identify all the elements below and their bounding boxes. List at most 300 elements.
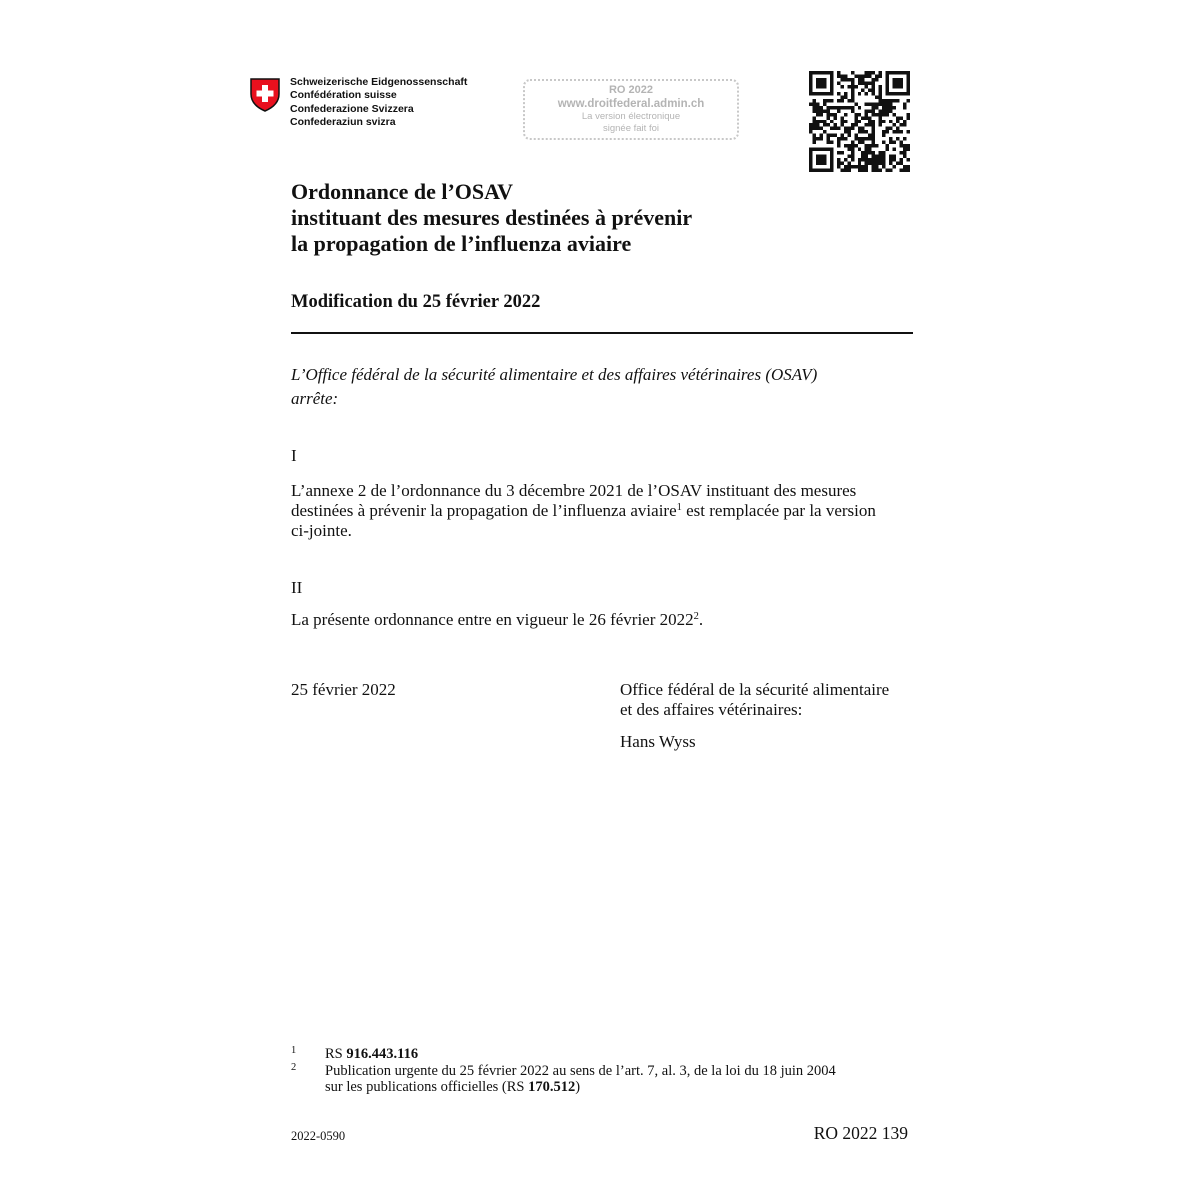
qr-module [868, 148, 871, 151]
qr-module [812, 92, 815, 95]
confederation-name-rm: Confederaziun svizra [290, 116, 396, 129]
qr-module [882, 106, 885, 109]
qr-module [893, 113, 896, 116]
qr-module [907, 130, 910, 133]
qr-module [893, 148, 896, 151]
qr-module [819, 109, 822, 112]
qr-module [819, 71, 822, 74]
qr-module [889, 162, 892, 165]
qr-module [812, 116, 815, 119]
qr-module [889, 92, 892, 95]
qr-module [809, 102, 812, 105]
qr-module [840, 74, 843, 77]
confederation-logo [250, 76, 480, 136]
qr-module [865, 169, 868, 172]
qr-module [826, 123, 829, 126]
qr-module [844, 158, 847, 161]
qr-module [833, 134, 836, 137]
qr-module [837, 162, 840, 165]
qr-module [844, 78, 847, 81]
qr-module [896, 120, 899, 123]
section-i-line-2 [291, 501, 911, 521]
qr-module [893, 165, 896, 168]
qr-module [903, 102, 906, 105]
qr-module [872, 169, 875, 172]
qr-module [812, 109, 815, 112]
qr-module [861, 151, 864, 154]
qr-module [907, 148, 910, 151]
qr-module [872, 141, 875, 144]
qr-module [851, 99, 854, 102]
footnote-2-line-1: Publication urgente du 25 février 2022 au sens de l’art. 7, al. 3, de la loi du 18 juin 2004 [325, 1062, 836, 1079]
qr-module [840, 99, 843, 102]
qr-module [812, 106, 815, 109]
qr-code-icon [809, 71, 910, 172]
qr-module [865, 130, 868, 133]
qr-module [872, 81, 875, 84]
qr-module [889, 141, 892, 144]
qr-module [875, 162, 878, 165]
section-ii-label: II [291, 578, 303, 597]
qr-module [809, 85, 812, 88]
qr-module [868, 158, 871, 161]
qr-module [872, 127, 875, 130]
qr-module [861, 74, 864, 77]
qr-module [868, 74, 871, 77]
qr-module [865, 162, 868, 165]
qr-module [896, 85, 899, 88]
qr-module [847, 165, 850, 168]
qr-module [830, 113, 833, 116]
footnote-ref-1[interactable]: 1 [676, 502, 682, 513]
qr-module [865, 71, 868, 74]
qr-module [809, 162, 812, 165]
qr-module [861, 137, 864, 140]
qr-module [858, 162, 861, 165]
qr-module [826, 169, 829, 172]
qr-module [858, 113, 861, 116]
qr-module [889, 137, 892, 140]
qr-module [833, 116, 836, 119]
qr-module [896, 162, 899, 165]
qr-module [903, 106, 906, 109]
qr-module [900, 130, 903, 133]
qr-module [879, 99, 882, 102]
qr-module [812, 71, 815, 74]
footnote-ref-2[interactable]: 2 [693, 611, 699, 622]
qr-module [840, 134, 843, 137]
qr-module [847, 85, 850, 88]
qr-module [851, 148, 854, 151]
qr-module [830, 127, 833, 130]
qr-module [826, 109, 829, 112]
qr-module [837, 151, 840, 154]
qr-module [816, 127, 819, 130]
qr-module [896, 71, 899, 74]
swiss-shield-icon [250, 78, 280, 112]
qr-module [847, 148, 850, 151]
qr-module [826, 134, 829, 137]
qr-module [851, 85, 854, 88]
qr-module [830, 148, 833, 151]
qr-module [816, 148, 819, 151]
footnote-2-line-2-suffix: ) [575, 1079, 581, 1095]
qr-module [840, 169, 843, 172]
qr-module [851, 78, 854, 81]
qr-module [823, 155, 826, 158]
qr-module [819, 81, 822, 84]
preamble-line-1: L’Office fédéral de la sécurité alimentaire et des affaires vétérinaires (OSAV) [291, 365, 818, 384]
qr-module [903, 151, 906, 154]
qr-module [896, 78, 899, 81]
confederation-name-de: Schweizerische Eidgenossenschaft [290, 76, 468, 88]
title-line-2: instituant des mesures destinées à prévenir [291, 205, 693, 230]
qr-module [812, 99, 815, 102]
qr-module [812, 102, 815, 105]
qr-module [865, 92, 868, 95]
qr-module [861, 155, 864, 158]
qr-module [868, 144, 871, 147]
qr-module [865, 113, 868, 116]
qr-module [903, 165, 906, 168]
qr-module [882, 134, 885, 137]
qr-module [830, 134, 833, 137]
qr-module [809, 71, 812, 74]
qr-module [868, 88, 871, 91]
title-line-1: Ordonnance de l’OSAV [291, 179, 514, 204]
preamble-line-2: arrête: [291, 389, 339, 408]
qr-module [907, 165, 910, 168]
qr-module [823, 130, 826, 133]
qr-module [858, 106, 861, 109]
qr-module [886, 106, 889, 109]
qr-module [865, 151, 868, 154]
qr-module [812, 141, 815, 144]
qr-module [900, 92, 903, 95]
qr-module [819, 155, 822, 158]
qr-module [858, 130, 861, 133]
qr-module [840, 106, 843, 109]
qr-module [861, 88, 864, 91]
qr-module [830, 141, 833, 144]
qr-module [816, 158, 819, 161]
qr-module [830, 92, 833, 95]
qr-module [858, 92, 861, 95]
qr-module [896, 127, 899, 130]
qr-module [868, 123, 871, 126]
qr-module [823, 92, 826, 95]
qr-module [854, 137, 857, 140]
qr-module [812, 137, 815, 140]
qr-module [865, 137, 868, 140]
qr-module [879, 109, 882, 112]
signing-office-line-1: Office fédéral de la sécurité alimentaire [620, 680, 890, 699]
footnote-1-prefix: RS [325, 1046, 347, 1062]
qr-module [903, 123, 906, 126]
qr-module [865, 85, 868, 88]
qr-module [865, 144, 868, 147]
section-i-text [291, 481, 911, 541]
qr-module [900, 162, 903, 165]
qr-module [907, 92, 910, 95]
qr-module [840, 85, 843, 88]
qr-module [879, 120, 882, 123]
qr-module [830, 169, 833, 172]
qr-module [858, 137, 861, 140]
qr-module [858, 81, 861, 84]
qr-module [844, 113, 847, 116]
qr-module [809, 127, 812, 130]
section-i-line-3: ci-jointe. [291, 521, 352, 540]
qr-module [882, 162, 885, 165]
qr-module [844, 144, 847, 147]
qr-module [847, 78, 850, 81]
qr-module [837, 127, 840, 130]
qr-module [819, 127, 822, 130]
qr-module [819, 85, 822, 88]
qr-module [858, 141, 861, 144]
document-number: 2022-0590 [291, 1129, 346, 1143]
qr-module [851, 123, 854, 126]
qr-module [851, 92, 854, 95]
qr-module [823, 81, 826, 84]
qr-module [826, 106, 829, 109]
qr-module [872, 113, 875, 116]
qr-module [893, 71, 896, 74]
qr-module [851, 165, 854, 168]
qr-module [816, 120, 819, 123]
qr-module [882, 151, 885, 154]
qr-module [826, 148, 829, 151]
qr-module [816, 137, 819, 140]
qr-module [823, 71, 826, 74]
qr-module [830, 155, 833, 158]
qr-module [812, 123, 815, 126]
qr-module [879, 162, 882, 165]
qr-module [830, 158, 833, 161]
qr-module [823, 85, 826, 88]
qr-module [840, 123, 843, 126]
stamp-note-line1: La version électronique [581, 111, 681, 122]
qr-module [872, 165, 875, 168]
section-i-line-2-end: est remplacée par la version [681, 501, 876, 520]
qr-module [861, 165, 864, 168]
footnote-1-number: 1 [291, 1045, 297, 1056]
qr-module [854, 123, 857, 126]
qr-module [865, 74, 868, 77]
qr-module [900, 116, 903, 119]
qr-module [851, 141, 854, 144]
confederation-name-fr: Confédération suisse [290, 89, 397, 102]
qr-module [882, 113, 885, 116]
signing-office-line-2: et des affaires vétérinaires: [620, 700, 803, 719]
qr-module [861, 81, 864, 84]
qr-module [893, 81, 896, 84]
title-divider [291, 332, 913, 334]
qr-module [865, 109, 868, 112]
qr-module [823, 109, 826, 112]
qr-module [889, 155, 892, 158]
qr-module [823, 169, 826, 172]
qr-module [886, 85, 889, 88]
qr-module [875, 144, 878, 147]
qr-module [844, 137, 847, 140]
qr-module [882, 155, 885, 158]
qr-module [830, 162, 833, 165]
qr-module [851, 88, 854, 91]
qr-module [819, 148, 822, 151]
modification-date-heading: Modification du 25 février 2022 [291, 292, 541, 312]
signature-date: 25 février 2022 [291, 680, 396, 699]
qr-module [809, 88, 812, 91]
qr-module [861, 158, 864, 161]
qr-module [847, 130, 850, 133]
qr-module [816, 85, 819, 88]
qr-module [812, 148, 815, 151]
qr-module [872, 155, 875, 158]
qr-module [886, 99, 889, 102]
qr-module [875, 95, 878, 98]
qr-module [886, 92, 889, 95]
stamp-website: www.droitfederal.admin.ch [557, 98, 705, 110]
qr-module [886, 74, 889, 77]
qr-module [879, 123, 882, 126]
qr-module [907, 113, 910, 116]
qr-module [847, 162, 850, 165]
qr-module [889, 71, 892, 74]
qr-module [886, 148, 889, 151]
qr-module [882, 102, 885, 105]
qr-module [907, 85, 910, 88]
qr-module [896, 130, 899, 133]
qr-module [809, 165, 812, 168]
qr-module [833, 113, 836, 116]
qr-module [854, 85, 857, 88]
qr-module [826, 116, 829, 119]
qr-module [854, 116, 857, 119]
qr-module [858, 127, 861, 130]
qr-module [886, 102, 889, 105]
qr-module [889, 99, 892, 102]
qr-module [872, 102, 875, 105]
qr-module [907, 158, 910, 161]
qr-module [868, 102, 871, 105]
qr-module [907, 144, 910, 147]
qr-module [896, 99, 899, 102]
qr-module [865, 158, 868, 161]
qr-module [819, 106, 822, 109]
qr-module [900, 81, 903, 84]
qr-module [826, 141, 829, 144]
qr-module [882, 109, 885, 112]
qr-module [872, 158, 875, 161]
qr-module [847, 134, 850, 137]
qr-module [868, 116, 871, 119]
qr-module [844, 130, 847, 133]
qr-module [882, 120, 885, 123]
qr-module [830, 99, 833, 102]
qr-module [872, 71, 875, 74]
qr-module [907, 78, 910, 81]
qr-module [809, 78, 812, 81]
qr-module [875, 102, 878, 105]
qr-module [858, 78, 861, 81]
footnote-2-rs-number: 170.512 [528, 1079, 576, 1095]
qr-module [872, 120, 875, 123]
qr-module [872, 151, 875, 154]
qr-module [868, 151, 871, 154]
qr-module [816, 123, 819, 126]
qr-module [812, 169, 815, 172]
qr-module [819, 113, 822, 116]
qr-module [893, 78, 896, 81]
qr-module [879, 155, 882, 158]
qr-module [875, 113, 878, 116]
qr-module [907, 88, 910, 91]
qr-module [907, 116, 910, 119]
qr-module [872, 123, 875, 126]
qr-module [858, 158, 861, 161]
qr-module [816, 78, 819, 81]
qr-module [882, 99, 885, 102]
qr-module [861, 141, 864, 144]
qr-module [879, 95, 882, 98]
qr-module [865, 116, 868, 119]
qr-module [830, 120, 833, 123]
qr-module [854, 165, 857, 168]
qr-module [875, 155, 878, 158]
qr-module [816, 106, 819, 109]
qr-module [879, 116, 882, 119]
qr-module [903, 169, 906, 172]
footnote-1-rs-number: 916.443.116 [346, 1046, 419, 1062]
qr-module [886, 127, 889, 130]
qr-module [816, 109, 819, 112]
qr-module [900, 144, 903, 147]
qr-module [900, 85, 903, 88]
qr-module [854, 74, 857, 77]
qr-module [837, 106, 840, 109]
qr-module [819, 162, 822, 165]
qr-module [875, 74, 878, 77]
qr-module [847, 169, 850, 172]
qr-module [819, 137, 822, 140]
qr-module [865, 155, 868, 158]
qr-module [889, 158, 892, 161]
qr-module [903, 137, 906, 140]
qr-module [844, 165, 847, 168]
qr-module [844, 95, 847, 98]
qr-module [900, 169, 903, 172]
qr-module [830, 81, 833, 84]
qr-module [858, 148, 861, 151]
qr-module [879, 102, 882, 105]
qr-module [882, 165, 885, 168]
qr-module [851, 158, 854, 161]
qr-module [868, 81, 871, 84]
qr-module [900, 141, 903, 144]
qr-module [893, 85, 896, 88]
qr-module [879, 151, 882, 154]
qr-module [847, 155, 850, 158]
qr-module [858, 169, 861, 172]
qr-module [830, 74, 833, 77]
electronic-version-stamp [523, 79, 739, 140]
qr-module [868, 120, 871, 123]
qr-module [819, 169, 822, 172]
qr-module [854, 120, 857, 123]
qr-module [886, 113, 889, 116]
